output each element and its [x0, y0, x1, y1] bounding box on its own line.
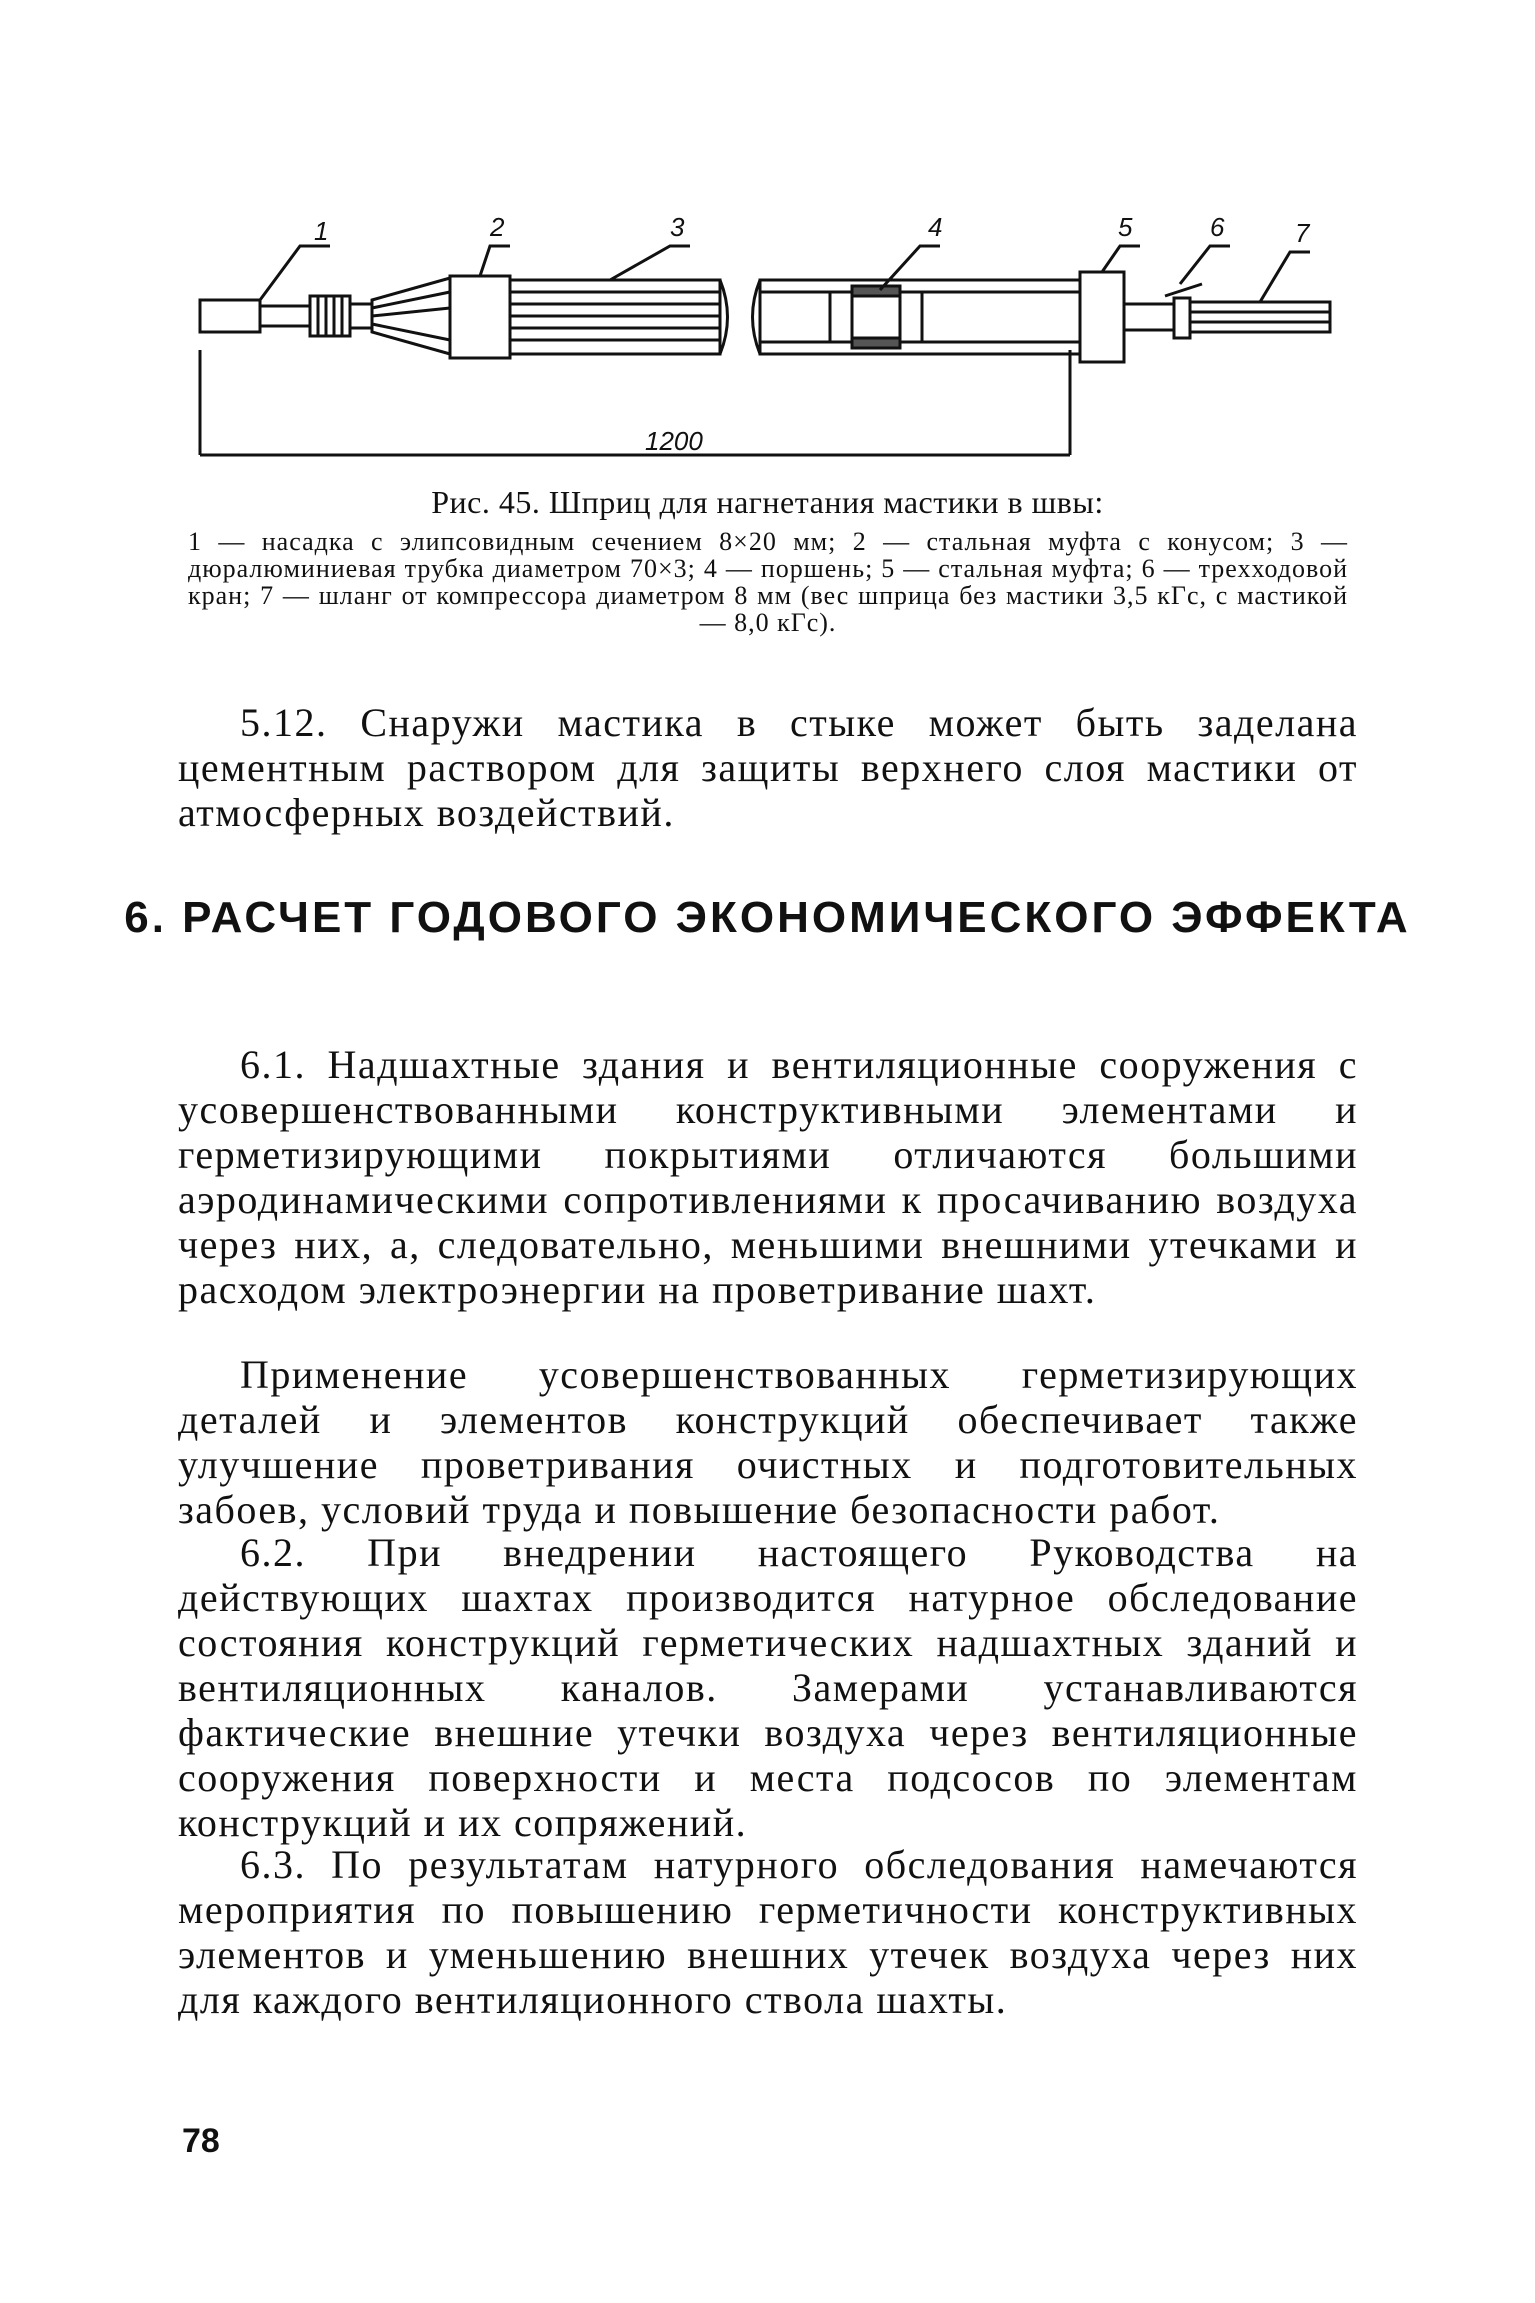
figure-label-6: 6: [1210, 212, 1225, 242]
figure-label-3: 3: [670, 212, 685, 242]
figure-caption-title: Рис. 45. Шприц для нагнетания мастики в швы:: [431, 484, 1104, 520]
paragraph-5-12-text: 5.12. Снаружи мастика в стыке может быть заделана цементным раствором для защиты верхнего слоя мастики от атмосферных воздействий.: [178, 700, 1358, 835]
figure-label-7: 7: [1295, 218, 1310, 248]
figure-caption-body: 1 — насадка с элипсовидным сечением 8×20 мм; 2 — стальная муфта с конусом; 3 — дюралюминиевая трубка диаметром 70×3; 4 — поршень; 5 — стальная муфта; 6 — трехходовой кран; 7 — шланг от компрессора диаметром 8 мм (вес шприца без мастики 3,5 кГс, с мастикой — 8,0 кГс).: [188, 527, 1348, 637]
page-number: 78: [182, 2122, 220, 2160]
paragraph-5-12: [178, 700, 1358, 835]
paragraph-6-1-b: [178, 1352, 1358, 1532]
syringe-drawing: [190, 200, 1340, 470]
paragraph-6-1-text: 6.1. Надшахтные здания и вентиляционные сооружения с усовершенствованными конструктивными элементами и герметизирующими покрытиями отличаются большими аэродинамическими сопротивлениями к просачиванию воздуха через них, а, следовательно, меньшими внешними утечками и расходом электроэнергии на проветривание шахт.: [178, 1042, 1358, 1312]
paragraph-6-3-text: 6.3. По результатам натурного обследования намечаются мероприятия по повышению герметичности конструктивных элементов и уменьшению внешних утечек воздуха через них для каждого вентиляционного ствола шахты.: [178, 1842, 1358, 2022]
paragraph-6-1-b-text: Применение усовершенствованных герметизирующих деталей и элементов конструкций обеспечивает также улучшение проветривания очистных и подготовительных забоев, условий труда и повышение безопасности работ.: [178, 1352, 1358, 1532]
paragraph-6-2: [178, 1530, 1358, 1845]
paragraph-6-1: [178, 1042, 1358, 1312]
section-heading: 6. РАСЧЕТ ГОДОВОГО ЭКОНОМИЧЕСКОГО ЭФФЕКТА: [124, 893, 1411, 942]
paragraph-6-3: [178, 1842, 1358, 2022]
paragraph-6-2-text: 6.2. При внедрении настоящего Руководства на действующих шахтах производится натурное обследование состояния конструкций герметических надшахтных зданий и вентиляционных каналов. Замерами устанавливаются фактические внешние утечки воздуха через вентиляционные сооружения поверхности и места подсосов по элементам конструкций и их сопряжений.: [178, 1530, 1358, 1845]
figure-label-5: 5: [1118, 212, 1133, 242]
figure-label-2: 2: [490, 212, 505, 242]
figure-label-1: 1: [314, 216, 329, 246]
figure-dimension: 1200: [645, 426, 703, 456]
syringe-figure: [190, 200, 1340, 470]
figure-label-4: 4: [928, 212, 943, 242]
